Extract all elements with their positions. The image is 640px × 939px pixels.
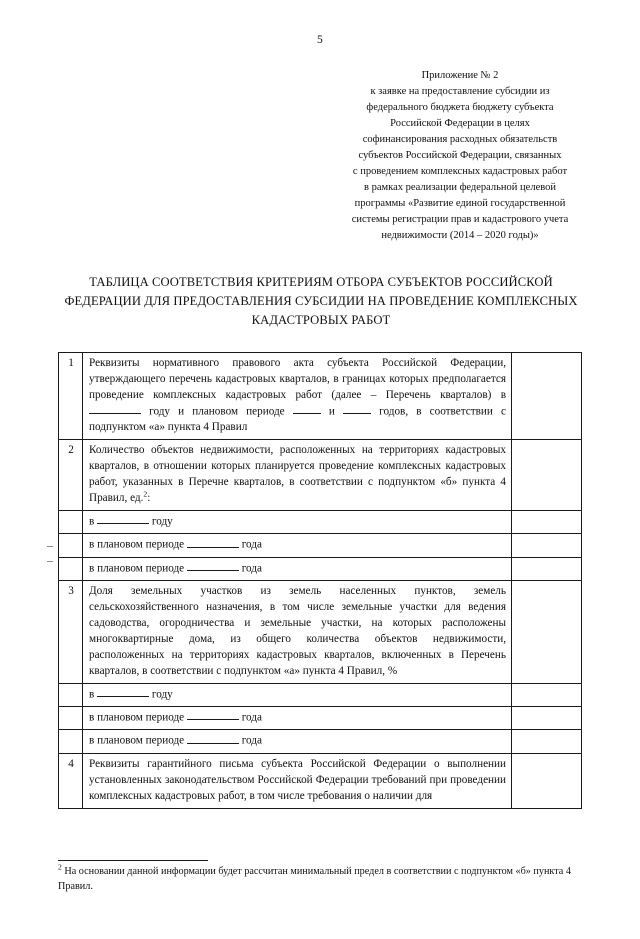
row-value-cell[interactable] (512, 753, 582, 808)
subrow-label-prefix: в плановом периоде (89, 562, 187, 575)
row-number-empty (59, 534, 83, 557)
subrow-label-suffix: году (149, 688, 173, 701)
blank-field-year[interactable] (187, 561, 239, 572)
margin-tick-1 (47, 546, 53, 547)
subrow-value-cell[interactable] (512, 683, 582, 706)
table-subrow (59, 557, 582, 580)
row-value-cell[interactable] (512, 581, 582, 683)
table-subrow (59, 534, 582, 557)
table-subrow (59, 683, 582, 706)
margin-tick-2 (47, 561, 53, 562)
blank-field-period-1[interactable] (293, 404, 321, 415)
table-row (59, 581, 582, 683)
blank-field-year[interactable] (97, 687, 149, 698)
appendix-header (330, 68, 590, 243)
footnote-reference[interactable]: 2 (143, 489, 148, 499)
row-text-part-3: : (147, 491, 151, 504)
document-page (0, 34, 640, 939)
row-text (83, 353, 512, 440)
subrow-label (83, 706, 512, 729)
header-line-8: в рамках реализации федеральной целевой (364, 181, 556, 193)
row-number: 3 (59, 581, 83, 683)
subrow-label-suffix: года (238, 562, 262, 575)
footnote-rule (58, 860, 208, 861)
table-subrow (59, 706, 582, 729)
footnote-body: На основании данной информации будет рассчитан минимальный предел в соответствии с подпунктом «б» пункта 4 Правил. (58, 866, 571, 892)
header-line-3: федерального бюджета бюджету субъекта (366, 101, 554, 113)
header-line-4: Российской Федерации в целях (390, 117, 530, 129)
blank-field-period-2[interactable] (343, 404, 371, 415)
subrow-label-prefix: в (89, 515, 98, 528)
row-text-part-3: и (320, 405, 344, 418)
subrow-label (83, 510, 512, 533)
footnote (58, 860, 578, 895)
table-subrow (59, 730, 582, 753)
subrow-value-cell[interactable] (512, 534, 582, 557)
blank-field-year[interactable] (97, 514, 149, 525)
blank-field-year[interactable] (187, 733, 239, 744)
footnote-text (58, 862, 578, 895)
table-row (59, 353, 582, 440)
header-line-10: системы регистрации прав и кадастрового учета (351, 213, 569, 225)
header-line-11: недвижимости (2014 – 2020 годы)» (381, 229, 539, 241)
row-value-cell[interactable] (512, 353, 582, 440)
table-row (59, 440, 582, 511)
subrow-label-suffix: года (238, 711, 262, 724)
subrow-label-prefix: в плановом периоде (89, 711, 187, 724)
table-subrow (59, 510, 582, 533)
header-line-5: софинансирования расходных обязательств (362, 133, 558, 145)
header-line-6: субъектов Российской Федерации, связанных (358, 149, 562, 161)
row-number: 4 (59, 753, 83, 808)
subrow-label-suffix: году (149, 515, 173, 528)
subrow-label-prefix: в (89, 688, 98, 701)
subrow-label-suffix: года (238, 734, 262, 747)
row-text-part-2: году и плановом периоде (141, 405, 293, 418)
page-number: 5 (317, 34, 323, 46)
subrow-label-prefix: в плановом периоде (89, 538, 187, 551)
row-text-part-1: Реквизиты нормативного правового акта субъекта Российской Федерации, утверждающего перечень кадастровых кварталов, в границах которых предполагается проведение комплексных кадастровых работ (далее – Перечень кварталов) в (89, 357, 506, 401)
row-text: Доля земельных участков из земель населенных пунктов, земель сельскохозяйственного назначения, в том числе земельные участки для ведения садоводства, огородничества и земельные участки, на которых расположены многоквартирные дома, из общего количества объектов недвижимости, расположенных на территориях кадастровых кварталов, включенных в Перечень кварталов, в соответствии с подпунктом «а» пункта 4 Правил, % (83, 581, 512, 683)
row-number-empty (59, 730, 83, 753)
row-text (83, 440, 512, 511)
row-number: 1 (59, 353, 83, 440)
header-line-2: к заявке на предоставление субсидии из (370, 85, 550, 97)
subrow-value-cell[interactable] (512, 557, 582, 580)
blank-field-year[interactable] (187, 710, 239, 721)
row-number-empty (59, 683, 83, 706)
row-text-part-4: годов, в соответствии с подпунктом «а» пункта 4 Правил (89, 405, 506, 434)
table-row (59, 753, 582, 808)
subrow-label (83, 557, 512, 580)
subrow-label (83, 730, 512, 753)
subrow-label (83, 534, 512, 557)
row-text: Реквизиты гарантийного письма субъекта Российской Федерации о выполнении установленных законодательством Российской Федерации требований при проведении комплексных кадастровых работ, в том числе требования о наличии для (83, 753, 512, 808)
subrow-label-prefix: в плановом периоде (89, 734, 187, 747)
row-number-empty (59, 557, 83, 580)
subrow-label-suffix: года (238, 538, 262, 551)
blank-field-year[interactable] (89, 404, 141, 415)
footnote-marker: 2 (58, 862, 62, 872)
header-line-1: Приложение № 2 (421, 70, 499, 81)
row-number-empty (59, 706, 83, 729)
header-line-7: с проведением комплексных кадастровых работ (352, 165, 568, 177)
criteria-table (58, 352, 582, 808)
row-number-empty (59, 510, 83, 533)
page-title: ТАБЛИЦА СООТВЕТСТВИЯ КРИТЕРИЯМ ОТБОРА СУБЪЕКТОВ РОССИЙСКОЙ ФЕДЕРАЦИИ ДЛЯ ПРЕДОСТАВЛЕНИЯ СУБСИДИИ НА ПРОВЕДЕНИЕ КОМПЛЕКСНЫХ КАДАСТРОВЫХ РАБОТ (64, 275, 578, 328)
row-number: 2 (59, 440, 83, 511)
subrow-value-cell[interactable] (512, 510, 582, 533)
row-value-cell[interactable] (512, 440, 582, 511)
blank-field-year[interactable] (187, 537, 239, 548)
subrow-label (83, 683, 512, 706)
subrow-value-cell[interactable] (512, 706, 582, 729)
header-line-9: программы «Развитие единой государственной (354, 197, 566, 209)
subrow-value-cell[interactable] (512, 730, 582, 753)
row-text-part-1: Количество объектов недвижимости, расположенных на территориях кадастровых кварталов, в отношении которых планируется проведение комплексных кадастровых работ, указанных в Перечне кварталов, в соответствии с подпунктом «б» пункта 4 Правил, ед. (89, 444, 506, 504)
